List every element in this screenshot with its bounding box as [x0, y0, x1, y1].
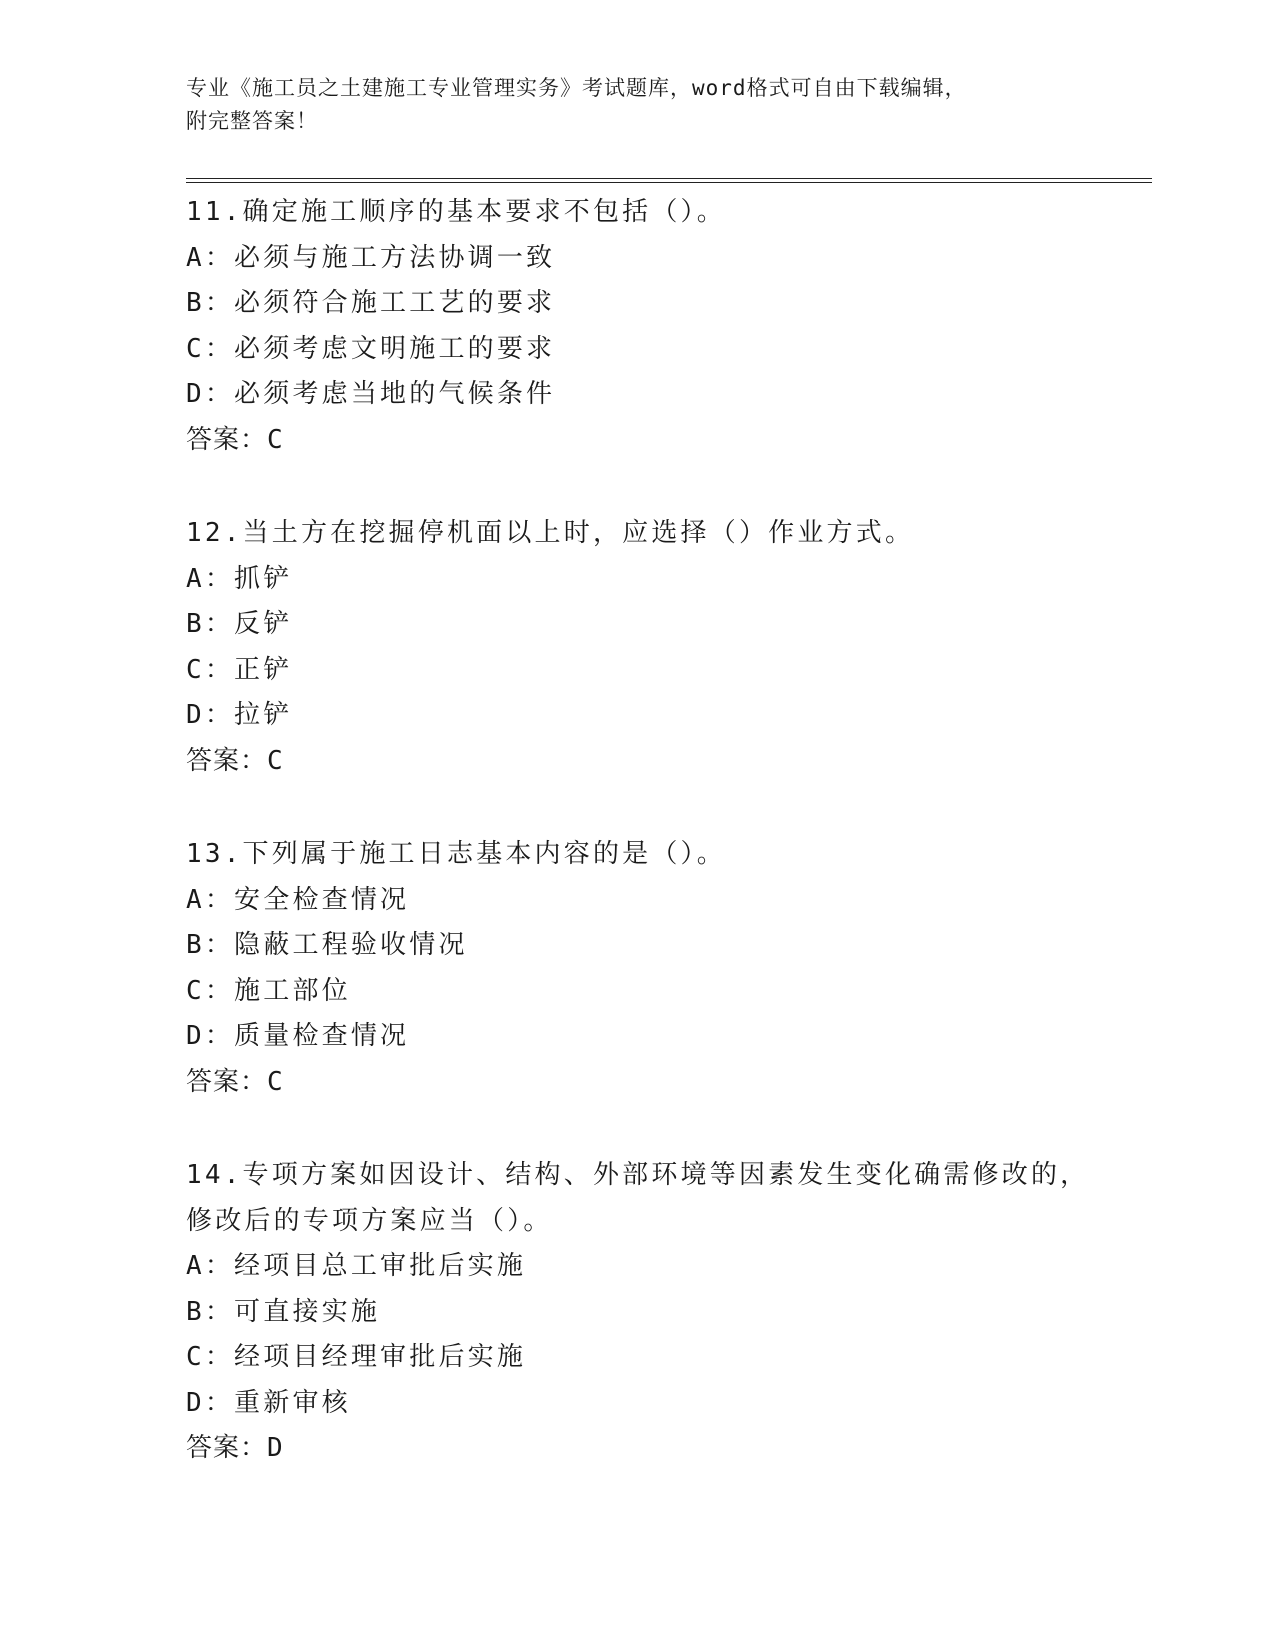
document-header	[186, 72, 1146, 138]
option-a: A：必须与施工方法协调一致	[186, 242, 556, 273]
question-stem: 11.确定施工顺序的基本要求不包括（）。	[186, 197, 726, 227]
answer-label: 答案：C	[186, 424, 284, 455]
header-divider-top	[186, 178, 1152, 179]
option-c: C：经项目经理审批后实施	[186, 1342, 527, 1372]
question-stem-line-1: 14.专项方案如因设计、结构、外部环境等因素发生变化确需修改的，	[186, 1160, 1090, 1190]
option-d: D：必须考虑当地的气候条件	[186, 379, 556, 409]
option-b: B：反铲	[186, 609, 293, 639]
answer-label: 答案：D	[186, 1433, 284, 1463]
answer-label: 答案：C	[186, 1066, 284, 1097]
header-divider-bottom	[186, 182, 1152, 183]
option-c: C：施工部位	[186, 975, 351, 1006]
option-b: B：隐蔽工程验收情况	[186, 930, 468, 960]
question-list	[186, 190, 1146, 1520]
question-12	[186, 511, 1146, 784]
header-line-1: 专业《施工员之土建施工专业管理实务》考试题库，word格式可自由下载编辑，	[186, 76, 967, 100]
question-13	[186, 832, 1146, 1105]
question-14	[186, 1153, 1146, 1472]
option-d: D：重新审核	[186, 1387, 351, 1418]
question-stem: 12.当土方在挖掘停机面以上时，应选择（）作业方式。	[186, 518, 915, 548]
option-a: A：安全检查情况	[186, 884, 410, 915]
question-stem-line-2: 修改后的专项方案应当（）。	[186, 1205, 553, 1236]
option-b: B：必须符合施工工艺的要求	[186, 288, 556, 318]
option-a: A：抓铲	[186, 563, 293, 594]
option-d: D：拉铲	[186, 700, 293, 730]
answer-label: 答案：C	[186, 745, 284, 776]
option-d: D：质量检查情况	[186, 1021, 410, 1051]
question-11	[186, 190, 1146, 463]
question-stem: 13.下列属于施工日志基本内容的是（）。	[186, 839, 726, 869]
option-b: B：可直接实施	[186, 1296, 381, 1327]
header-line-2: 附完整答案！	[186, 109, 318, 133]
option-c: C：必须考虑文明施工的要求	[186, 333, 556, 364]
option-a: A：经项目总工审批后实施	[186, 1251, 527, 1281]
option-c: C：正铲	[186, 654, 293, 685]
